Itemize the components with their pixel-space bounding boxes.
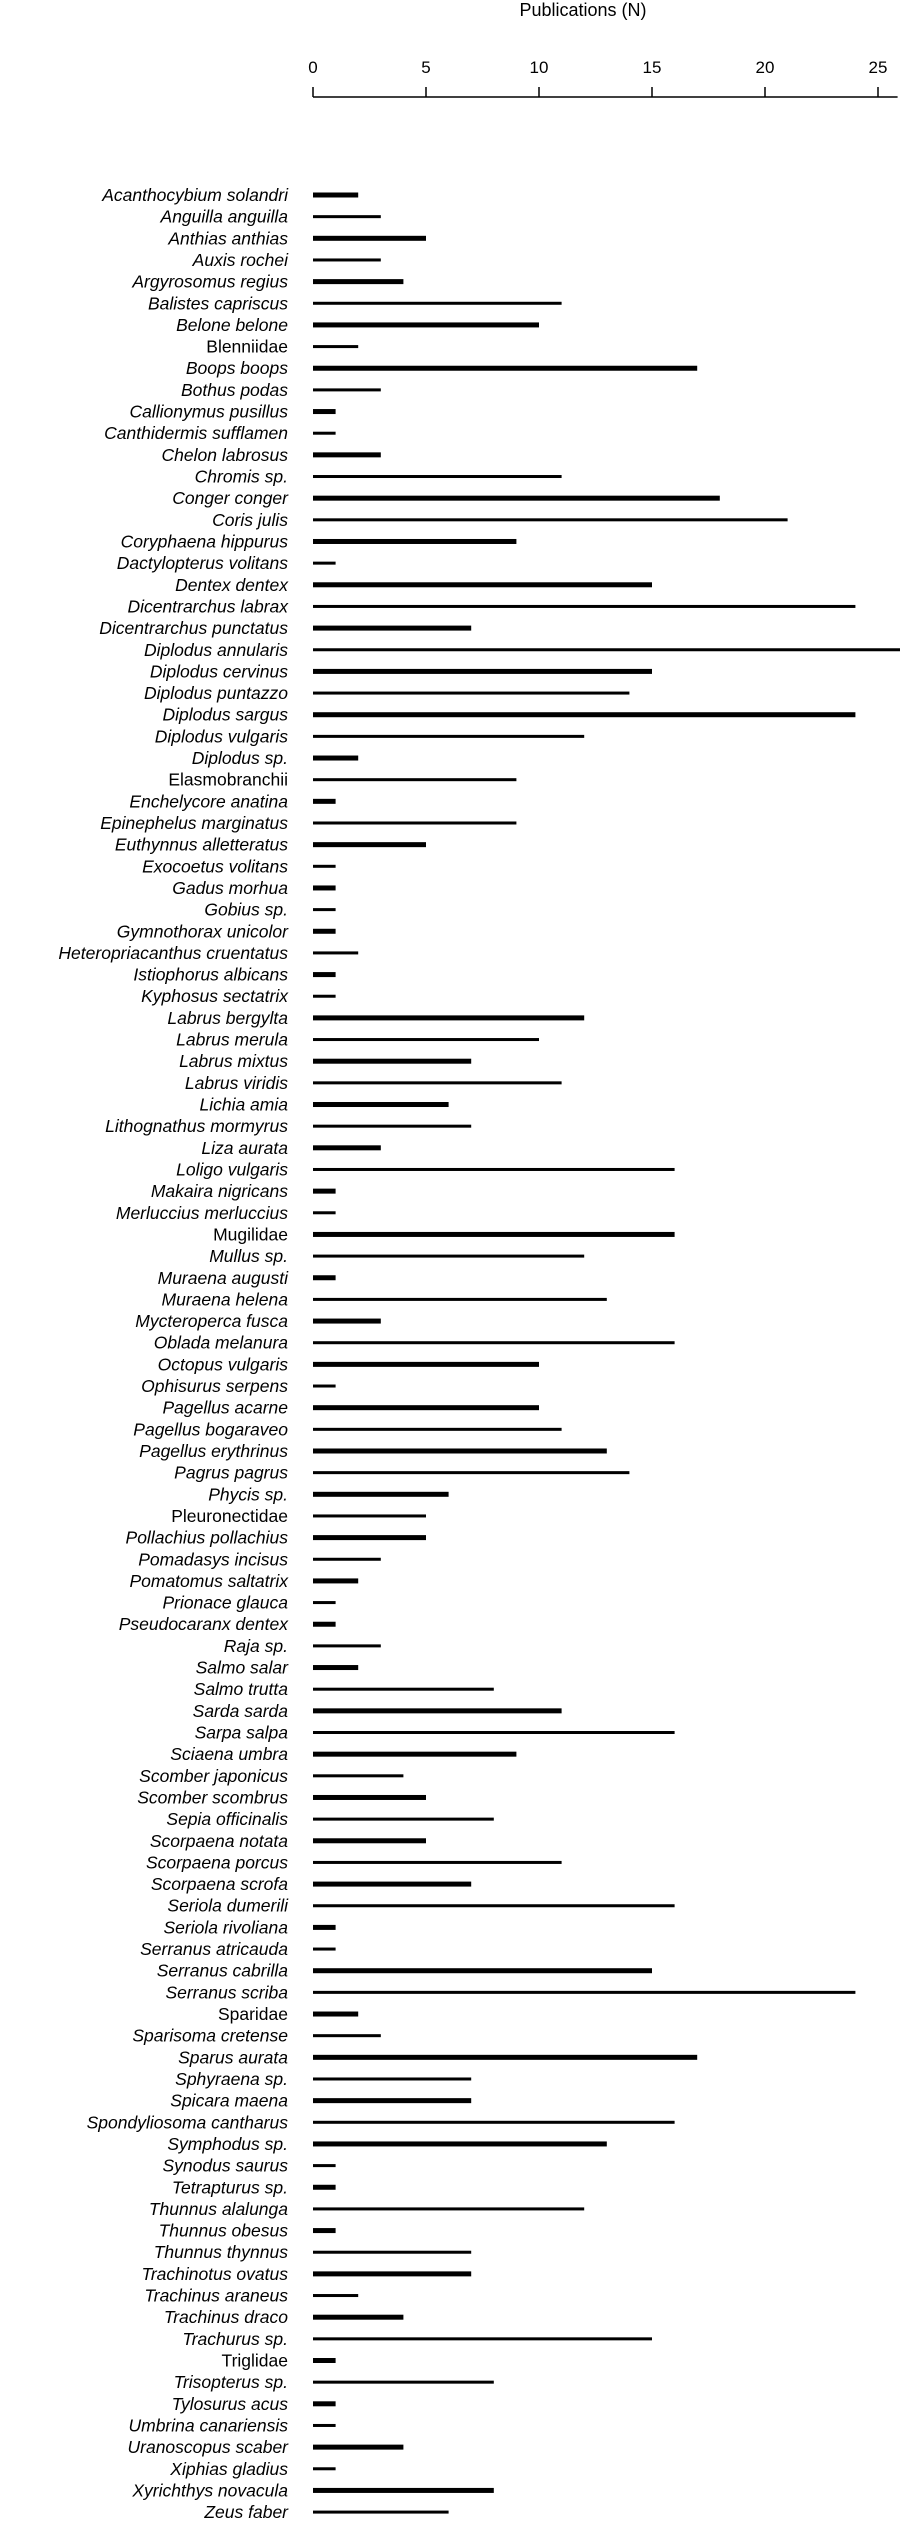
- bar: [313, 2445, 403, 2450]
- bar: [313, 2228, 336, 2233]
- bar: [313, 1102, 449, 1107]
- bar: [313, 1578, 358, 1583]
- category-label: Scorpaena notata: [149, 1830, 288, 1851]
- bar: [313, 1492, 449, 1497]
- bar: [313, 1471, 629, 1474]
- category-label: Synodus saurus: [162, 2155, 288, 2176]
- bar: [313, 1818, 494, 1821]
- category-label: Pagrus pagrus: [174, 1462, 288, 1483]
- bar: [313, 1125, 471, 1128]
- category-label: Oblada melanura: [153, 1332, 288, 1353]
- bar: [313, 1211, 336, 1214]
- category-label: Auxis rochei: [192, 249, 288, 270]
- category-label: Xyrichthys novacula: [132, 2480, 288, 2501]
- bar: [313, 1189, 336, 1194]
- category-label: Octopus vulgaris: [157, 1354, 288, 1375]
- category-label: Exocoetus volitans: [142, 856, 288, 877]
- category-label: Pomatomus saltatrix: [129, 1570, 288, 1591]
- bar: [313, 2401, 336, 2406]
- bar: [313, 388, 381, 391]
- bar: [313, 951, 358, 954]
- category-label: Scorpaena scrofa: [150, 1874, 288, 1895]
- bar: [313, 1275, 336, 1280]
- category-label: Coryphaena hippurus: [120, 531, 288, 552]
- category-label: Spondyliosoma cantharus: [86, 2112, 288, 2133]
- bar: [313, 2337, 652, 2340]
- bar: [313, 821, 516, 824]
- category-label: Chromis sp.: [194, 466, 288, 487]
- bar: [313, 2121, 675, 2124]
- category-label: Dicentrarchus punctatus: [99, 618, 288, 639]
- category-label: Pseudocaranx dentex: [118, 1614, 288, 1635]
- category-label: Gymnothorax unicolor: [116, 921, 288, 942]
- bar: [313, 1968, 652, 1973]
- category-label: Istiophorus albicans: [133, 964, 288, 985]
- category-label: Trachinotus ovatus: [141, 2263, 288, 2284]
- category-label: Umbrina canariensis: [128, 2415, 288, 2436]
- category-label: Dactylopterus volitans: [116, 553, 288, 574]
- bar: [313, 1838, 426, 1843]
- bar: [313, 1232, 675, 1237]
- bar: [313, 1665, 358, 1670]
- category-label: Pagellus bogaraveo: [133, 1419, 288, 1440]
- category-label: Pleuronectidae: [171, 1505, 288, 1526]
- category-label: Sarda sarda: [192, 1700, 288, 1721]
- category-label: Muraena helena: [161, 1289, 288, 1310]
- bar: [313, 1688, 494, 1691]
- category-label: Makaira nigricans: [150, 1181, 288, 1202]
- bar: [313, 2511, 449, 2514]
- bar: [313, 345, 358, 348]
- bar: [313, 908, 336, 911]
- category-label: Heteropriacanthus cruentatus: [58, 942, 288, 963]
- bar: [313, 258, 381, 261]
- bar: [313, 1255, 584, 1258]
- bar: [313, 432, 336, 435]
- category-label: Phycis sp.: [208, 1484, 288, 1505]
- bar: [313, 302, 562, 305]
- category-label: Serranus scriba: [165, 1982, 288, 2003]
- category-label: Sparisoma cretense: [132, 2025, 288, 2046]
- category-label: Seriola rivoliana: [163, 1917, 288, 1938]
- bar: [313, 1795, 426, 1800]
- bar: [313, 2185, 336, 2190]
- category-label: Mycteroperca fusca: [135, 1311, 288, 1332]
- category-label: Gobius sp.: [204, 899, 288, 920]
- bar: [313, 1535, 426, 1540]
- category-label: Mugilidae: [213, 1224, 288, 1245]
- bar: [313, 1448, 607, 1453]
- category-label: Serranus atricauda: [140, 1939, 288, 1960]
- category-label: Trisopterus sp.: [173, 2372, 288, 2393]
- category-label: Xiphias gladius: [170, 2458, 288, 2479]
- category-label: Boops boops: [185, 358, 288, 379]
- bar: [313, 1904, 675, 1907]
- bar: [313, 2294, 358, 2297]
- x-tick-label: 10: [529, 58, 549, 77]
- bar: [313, 885, 336, 890]
- bars: [313, 193, 900, 2514]
- category-label: Salmo trutta: [193, 1679, 288, 1700]
- bar: [313, 692, 629, 695]
- category-label: Canthidermis sufflamen: [104, 423, 288, 444]
- bar: [313, 1514, 426, 1517]
- bar: [313, 756, 358, 761]
- bar: [313, 2467, 336, 2470]
- category-label: Bothus podas: [180, 379, 288, 400]
- category-label: Pagellus acarne: [162, 1397, 288, 1418]
- bar: [313, 1882, 471, 1887]
- category-label: Spicara maena: [170, 2090, 288, 2111]
- bar: [313, 322, 539, 327]
- category-label: Merluccius merluccius: [115, 1202, 288, 1223]
- bar: [313, 1601, 336, 1604]
- category-label: Lichia amia: [199, 1094, 288, 1115]
- bar: [313, 1991, 855, 1994]
- bar: [313, 995, 336, 998]
- category-label: Sphyraena sp.: [175, 2068, 288, 2089]
- bar: [313, 648, 900, 651]
- bar: [313, 2077, 471, 2080]
- category-label: Scomber scombrus: [137, 1787, 288, 1808]
- bar: [313, 626, 471, 631]
- category-label: Uranoscopus scaber: [127, 2437, 288, 2458]
- category-label: Triglidae: [221, 2350, 288, 2371]
- category-label: Mullus sp.: [209, 1246, 288, 1267]
- category-label: Prionace glauca: [162, 1592, 288, 1613]
- bar: [313, 1948, 336, 1951]
- category-label: Diplodus sp.: [191, 748, 288, 769]
- category-label: Loligo vulgaris: [176, 1159, 288, 1180]
- category-label: Lithognathus mormyrus: [105, 1116, 288, 1137]
- category-label: Sciaena umbra: [170, 1744, 288, 1765]
- bar: [313, 2141, 607, 2146]
- category-label: Labrus bergylta: [167, 1007, 288, 1028]
- bar: [313, 2164, 336, 2167]
- category-label: Tylosurus acus: [171, 2393, 288, 2414]
- category-label: Thunnus alalunga: [148, 2198, 288, 2219]
- category-label: Epinephelus marginatus: [100, 812, 288, 833]
- category-label: Dentex dentex: [175, 574, 288, 595]
- category-label: Scorpaena porcus: [145, 1852, 288, 1873]
- bar: [313, 452, 381, 457]
- x-tick-label: 20: [755, 58, 775, 77]
- bar: [313, 2055, 697, 2060]
- category-label: Tetrapturus sp.: [171, 2177, 288, 2198]
- bar: [313, 562, 336, 565]
- bar: [313, 2315, 403, 2320]
- category-label: Salmo salar: [195, 1657, 288, 1678]
- category-label: Dicentrarchus labrax: [127, 596, 288, 617]
- category-label: Sparus aurata: [178, 2047, 288, 2068]
- category-label: Muraena augusti: [157, 1267, 288, 1288]
- category-label: Gadus morhua: [172, 877, 288, 898]
- x-tick-label: 15: [642, 58, 662, 77]
- category-label: Diplodus sargus: [162, 704, 288, 725]
- category-label: Belone belone: [176, 314, 288, 335]
- bar: [313, 2358, 336, 2363]
- bar: [313, 1168, 675, 1171]
- bar: [313, 799, 336, 804]
- category-label: Coris julis: [212, 509, 288, 530]
- category-label: Zeus faber: [204, 2502, 288, 2523]
- bar: [313, 1428, 562, 1431]
- category-label: Seriola dumerili: [167, 1895, 288, 1916]
- category-label: Diplodus puntazzo: [144, 683, 288, 704]
- category-label: Trachinus araneus: [144, 2285, 288, 2306]
- bar: [313, 1319, 381, 1324]
- bar: [313, 409, 336, 414]
- category-label: Thunnus obesus: [158, 2220, 288, 2241]
- category-label: Symphodus sp.: [167, 2133, 288, 2154]
- bar: [313, 366, 697, 371]
- category-label: Trachurus sp.: [182, 2328, 288, 2349]
- category-label: Labrus viridis: [184, 1072, 288, 1093]
- category-label: Liza aurata: [201, 1137, 288, 1158]
- bar: [313, 2034, 381, 2037]
- category-label: Pomadasys incisus: [138, 1549, 288, 1570]
- x-axis-title: Publications (N): [519, 0, 647, 20]
- category-label: Chelon labrosus: [161, 444, 288, 465]
- category-label: Diplodus vulgaris: [154, 726, 288, 747]
- category-label: Balistes capriscus: [147, 293, 288, 314]
- bar: [313, 1341, 675, 1344]
- bar: [313, 2424, 336, 2427]
- bar: [313, 1622, 336, 1627]
- category-label: Euthynnus alletteratus: [114, 834, 288, 855]
- x-tick-label: 25: [868, 58, 888, 77]
- bar: [313, 193, 358, 198]
- bar: [313, 2271, 471, 2276]
- category-label: Pagellus erythrinus: [139, 1440, 288, 1461]
- category-label: Raja sp.: [223, 1635, 288, 1656]
- bar: [313, 1298, 607, 1301]
- bar: [313, 236, 426, 241]
- bar: [313, 1752, 516, 1757]
- bar: [313, 1405, 539, 1410]
- category-label: Acanthocybium solandri: [102, 185, 288, 205]
- bar: [313, 2098, 471, 2103]
- bar: [313, 518, 788, 521]
- bar: [313, 1731, 675, 1734]
- bar: [313, 2488, 494, 2493]
- bar: [313, 1861, 562, 1864]
- bar: [313, 582, 652, 587]
- category-label: Labrus merula: [176, 1029, 288, 1050]
- x-tick-label: 5: [421, 58, 431, 77]
- bar: [313, 1558, 381, 1561]
- category-label: Ophisurus serpens: [141, 1376, 288, 1397]
- category-label: Kyphosus sectatrix: [141, 986, 288, 1007]
- category-label: Enchelycore anatina: [129, 791, 288, 812]
- bar: [313, 2207, 584, 2210]
- category-label: Conger conger: [172, 488, 288, 509]
- bar: [313, 1362, 539, 1367]
- bar: [313, 496, 720, 501]
- category-label: Elasmobranchii: [168, 769, 288, 790]
- bar: [313, 1145, 381, 1150]
- x-axis: [308, 0, 897, 97]
- bar: [313, 1081, 562, 1084]
- category-label: Callionymus pusillus: [129, 401, 288, 422]
- bar: [313, 929, 336, 934]
- x-tick-label: 0: [308, 58, 318, 77]
- bar: [313, 842, 426, 847]
- bar: [313, 972, 336, 977]
- bar: [313, 1708, 562, 1713]
- category-label: Trachinus draco: [163, 2307, 288, 2328]
- category-label: Sepia officinalis: [166, 1809, 288, 1830]
- bar: [313, 778, 516, 781]
- bar: [313, 1644, 381, 1647]
- bar: [313, 735, 584, 738]
- category-label: Labrus mixtus: [179, 1051, 288, 1072]
- category-label: Diplodus cervinus: [149, 661, 288, 682]
- bar: [313, 475, 562, 478]
- category-label: Sparidae: [217, 2004, 288, 2025]
- category-label: Sarpa salpa: [194, 1722, 288, 1743]
- category-label: Scomber japonicus: [139, 1765, 288, 1786]
- bar: [313, 1385, 336, 1388]
- bar: [313, 605, 855, 608]
- category-label: Thunnus thynnus: [153, 2242, 288, 2263]
- category-label: Serranus cabrilla: [156, 1960, 288, 1981]
- category-labels: [58, 185, 289, 2522]
- bar: [313, 1038, 539, 1041]
- bar: [313, 712, 855, 717]
- bar: [313, 2381, 494, 2384]
- bar: [313, 1015, 584, 1020]
- bar: [313, 1059, 471, 1064]
- category-label: Diplodus annularis: [144, 639, 288, 660]
- bar: [313, 1774, 403, 1777]
- bar: [313, 539, 516, 544]
- bar: [313, 865, 336, 868]
- category-label: Argyrosomus regius: [132, 271, 288, 292]
- category-label: Pollachius pollachius: [125, 1527, 288, 1548]
- category-label: Anguilla anguilla: [160, 206, 288, 227]
- bar: [313, 669, 652, 674]
- bar: [313, 1925, 336, 1930]
- bar: [313, 215, 381, 218]
- category-label: Anthias anthias: [168, 228, 288, 249]
- bar: [313, 2251, 471, 2254]
- category-label: Blenniidae: [206, 336, 288, 357]
- bar: [313, 2012, 358, 2017]
- bar: [313, 279, 403, 284]
